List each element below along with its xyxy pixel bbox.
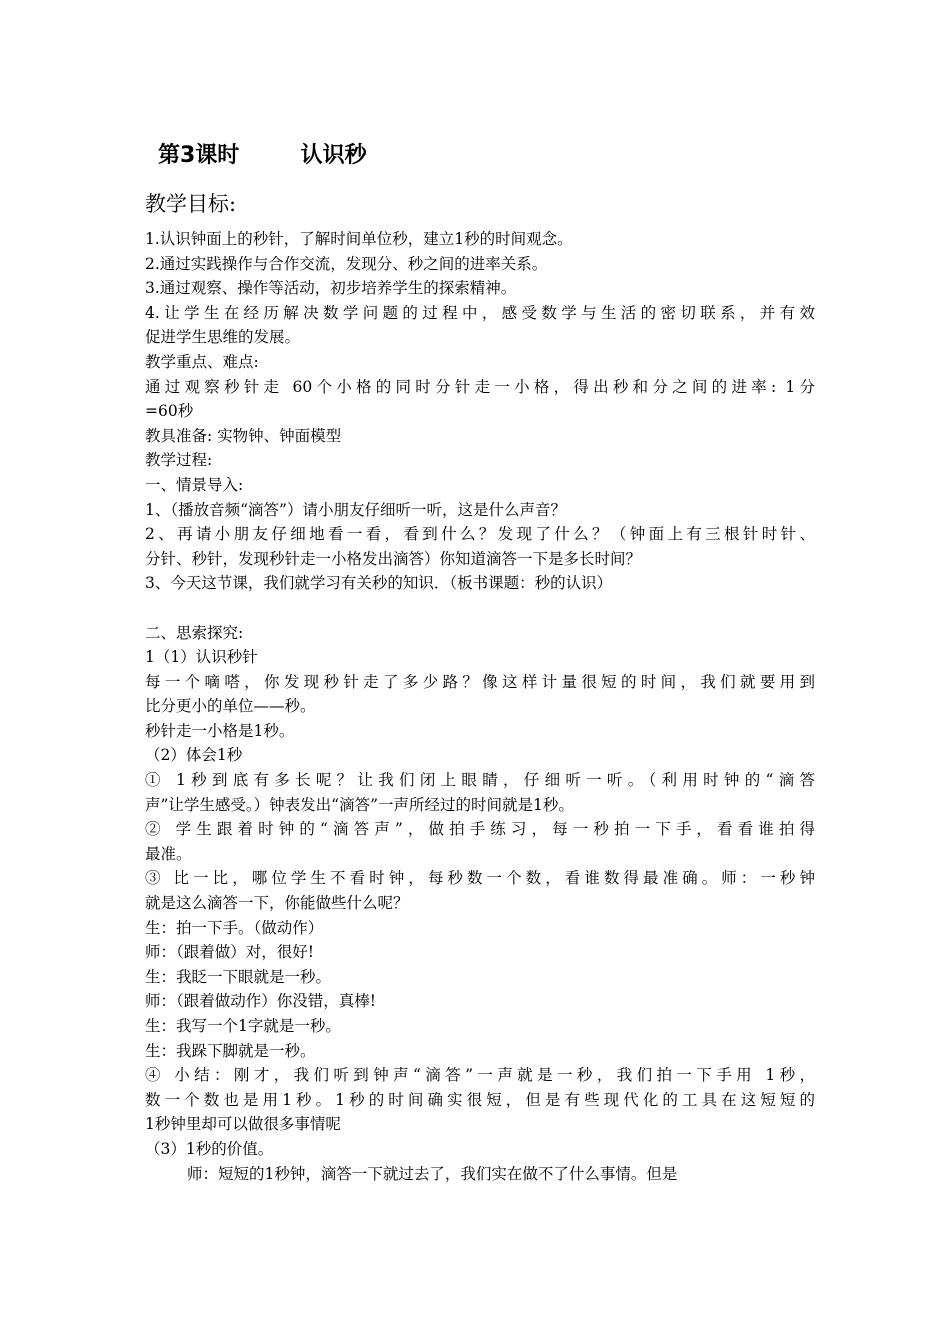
text-line: 就是这么滴答一下，你能做些什么呢？ bbox=[145, 894, 409, 913]
text-line: 4.让学生在经历解决数学问题的过程中，感受数学与生活的密切联系，并有效 bbox=[145, 303, 815, 322]
text-line: ④ 小结：刚才，我们听到钟声“滴答”一声就是一秒，我们拍一下手用 1秒， bbox=[145, 1066, 815, 1085]
text-line: 1、（播放音频“滴答”）请小朋友仔细听一听，这是什么声音？ bbox=[145, 500, 566, 519]
text-line: ③ 比一比，哪位学生不看时钟，每秒数一个数，看谁数得最准确。师：一秒钟 bbox=[145, 869, 815, 888]
lesson-title: 第3课时 认识秒 bbox=[158, 143, 367, 168]
text-line: 生：拍一下手。（做动作） bbox=[145, 918, 324, 937]
text-line: 一、情景导入: bbox=[145, 475, 244, 494]
text-line: 师：短短的1秒钟，滴答一下就过去了，我们实在做不了什么事情。但是 bbox=[187, 1164, 678, 1183]
text-line: 秒针走一小格是1秒。 bbox=[145, 721, 295, 740]
text-line: （2）体会1秒 bbox=[145, 746, 243, 765]
text-line: 声”让学生感受。）钟表发出“滴答”一声所经过的时间就是1秒。 bbox=[145, 795, 574, 814]
text-line: =60秒 bbox=[145, 402, 194, 421]
text-line: 师：（跟着做）对，很好! bbox=[145, 943, 314, 962]
text-line: 3.通过观察、操作等活动，初步培养学生的探索精神。 bbox=[145, 279, 517, 298]
text-line: 通过观察秒针走 60个小格的同时分针走一小格，得出秒和分之间的进率: 1分 bbox=[145, 377, 815, 396]
text-line: 生：我写一个1字就是一秒。 bbox=[145, 1017, 341, 1035]
text-line: 3、今天这节课，我们就学习有关秒的知识．（板书课题：秒的认识） bbox=[145, 574, 613, 593]
text-line: 2.通过实践操作与合作交流，发现分、秒之间的进率关系。 bbox=[145, 254, 548, 273]
text-line: （3）1秒的价值。 bbox=[145, 1139, 274, 1158]
text-line: 比分更小的单位——秒。 bbox=[145, 697, 316, 716]
text-line: 数一个数也是用1秒。1秒的时间确实很短，但是有些现代化的工具在这短短的 bbox=[145, 1090, 815, 1109]
text-line: 1秒钟里却可以做很多事情呢 bbox=[145, 1115, 341, 1134]
text-line: 生：我眨一下眼就是一秒。 bbox=[145, 967, 332, 986]
text-line: 2、再请小朋友仔细地看一看，看到什么？发现了什么？（钟面上有三根针时针、 bbox=[145, 525, 815, 544]
text-line: 生：我跺下脚就是一秒。 bbox=[145, 1041, 316, 1060]
section-heading: 教学目标: bbox=[145, 192, 237, 216]
text-line: 分针、秒针，发现秒针走一小格发出滴答）你知道滴答一下是多长时间？ bbox=[145, 549, 642, 568]
text-line: 教学过程: bbox=[145, 451, 213, 470]
text-line: 1（1）认识秒针 bbox=[145, 648, 258, 667]
text-line: ① 1秒到底有多长呢？让我们闭上眼睛，仔细听一听。（利用时钟的“滴答 bbox=[145, 771, 815, 790]
blank-line bbox=[145, 596, 815, 621]
text-line: ② 学生跟着时钟的“滴答声”，做拍手练习，每一秒拍一下手，看看谁拍得 bbox=[145, 820, 815, 839]
text-line: 师：（跟着做动作）你没错，真棒! bbox=[145, 992, 376, 1011]
text-line: 教具准备: 实物钟、钟面模型 bbox=[145, 426, 342, 445]
text-line: 促进学生思维的发展。 bbox=[145, 328, 301, 347]
text-line: 每一个嘀嗒，你发现秒针走了多少路？像这样计量很短的时间，我们就要用到 bbox=[145, 672, 815, 691]
text-line: 最准。 bbox=[145, 844, 192, 863]
text-line: 教学重点、难点: bbox=[145, 352, 259, 371]
document-body bbox=[145, 227, 815, 1186]
text-line: 1.认识钟面上的秒针，了解时间单位秒，建立1秒的时间观念。 bbox=[145, 230, 573, 248]
text-line: 二、思索探究: bbox=[145, 623, 244, 642]
